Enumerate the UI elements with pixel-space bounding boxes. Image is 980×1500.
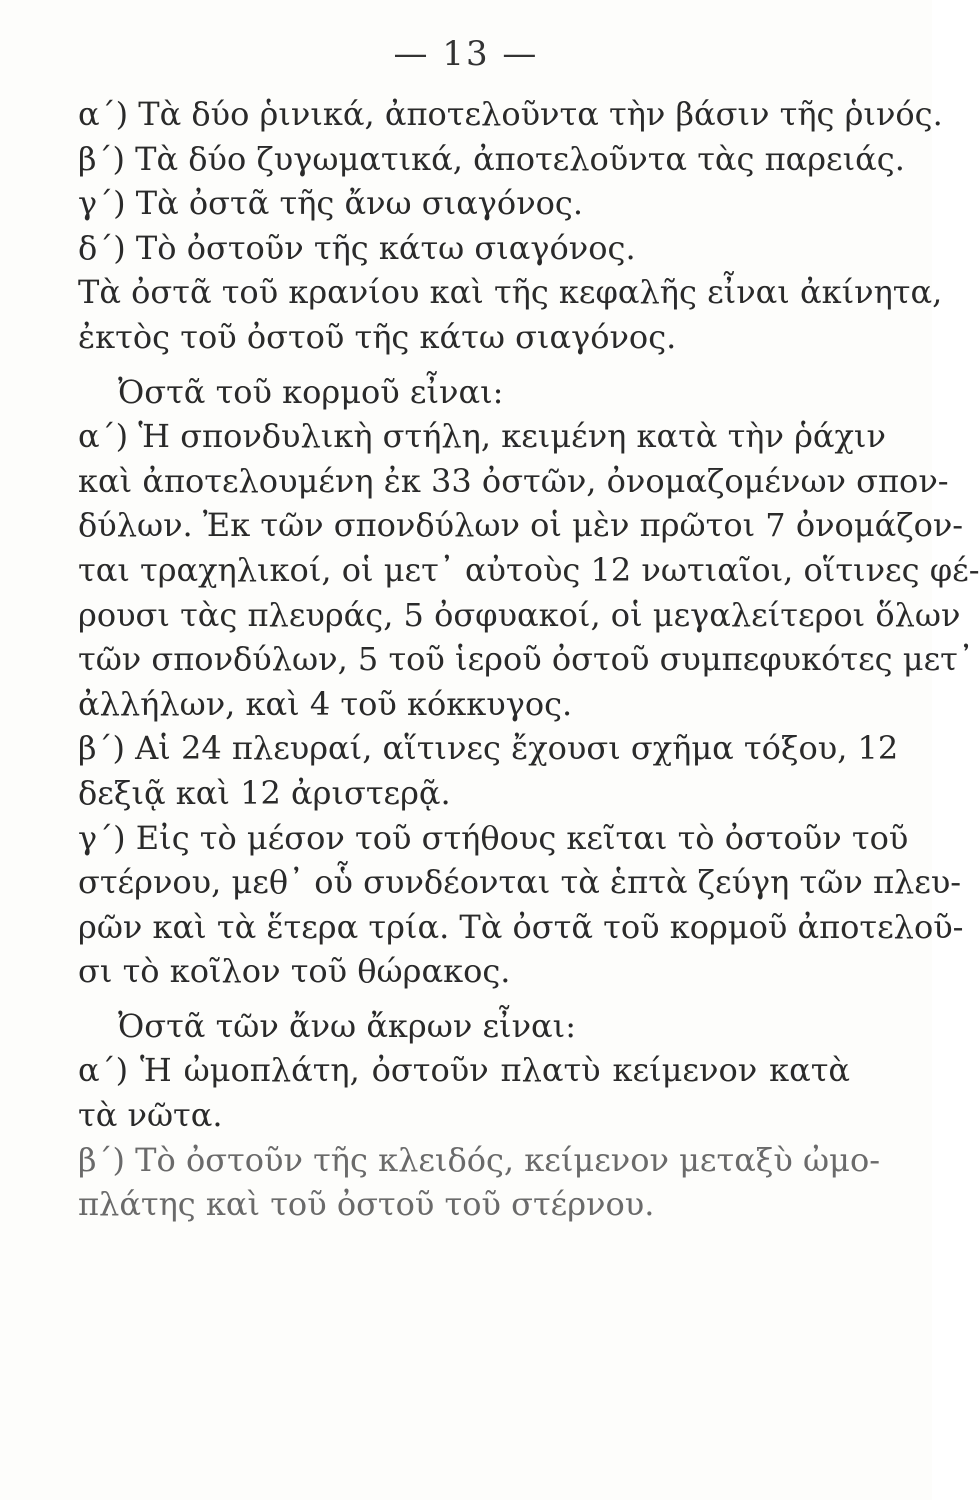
text-line: β΄) Αἱ 24 πλευραί, αἵτινες ἔχουσι σχῆμα τόξου, 12 <box>78 729 899 768</box>
section-heading: Ὀστᾶ τοῦ κορμοῦ εἶναι: <box>118 372 504 411</box>
text-line: ρῶν καὶ τὰ ἕτερα τρία. Τὰ ὀστᾶ τοῦ κορμοῦ ἀποτελοῦ- <box>78 907 964 946</box>
text-line: τῶν σπονδύλων, 5 τοῦ ἱεροῦ ὀστοῦ συμπεφυκότες μετ᾽ <box>78 640 974 679</box>
text-line: α΄) Ἡ σπονδυλικὴ στήλη, κειμένη κατὰ τὴν ῥάχιν <box>78 417 886 456</box>
page-number: — 13 — <box>393 34 539 74</box>
text-line: ρουσι τὰς πλευράς, 5 ὀσφυακοί, οἱ μεγαλείτεροι ὅλων <box>78 595 961 634</box>
text-line: α΄) Ἡ ὠμοπλάτη, ὀστοῦν πλατὺ κείμενον κατὰ <box>78 1051 850 1090</box>
text-line: ἐκτὸς τοῦ ὀστοῦ τῆς κάτω σιαγόνος. <box>78 317 677 356</box>
text-line: γ΄) Τὰ ὀστᾶ τῆς ἄνω σιαγόνος. <box>78 184 583 223</box>
text-line: α΄) Τὰ δύο ῥινικά, ἀποτελοῦντα τὴν βάσιν τῆς ῥινός. <box>78 95 943 133</box>
text-line: στέρνου, μεθ᾽ οὗ συνδέονται τὰ ἑπτὰ ζεύγη τῶν πλευ- <box>78 863 962 902</box>
section-heading: Ὀστᾶ τῶν ἄνω ἄκρων εἶναι: <box>118 1006 576 1045</box>
text-line: δ΄) Τὸ ὀστοῦν τῆς κάτω σιαγόνος. <box>78 228 636 267</box>
text-line: ἀλλήλων, καὶ 4 τοῦ κόκκυγος. <box>78 684 573 723</box>
text-line: ται τραχηλικοί, οἱ μετ᾽ αὐτοὺς 12 νωτιαῖοι, οἵτινες φέ- <box>78 550 980 589</box>
text-line: τὰ νῶτα. <box>78 1096 223 1135</box>
page-text <box>78 92 980 1227</box>
text-line: δεξιᾷ καὶ 12 ἀριστερᾷ. <box>78 773 451 812</box>
text-line: β΄) Τὸ ὀστοῦν τῆς κλειδός, κείμενον μεταξὺ ὠμο- <box>78 1140 881 1179</box>
text-line: σι τὸ κοῖλον τοῦ θώρακος. <box>78 952 511 991</box>
text-line: β΄) Τὰ δύο ζυγωματικά, ἀποτελοῦντα τὰς παρειάς. <box>78 139 905 178</box>
text-line: δύλων. Ἐκ τῶν σπονδύλων οἱ μὲν πρῶτοι 7 ὀνομάζον- <box>78 506 964 545</box>
text-line: γ΄) Εἰς τὸ μέσον τοῦ στήθους κεῖται τὸ ὀστοῦν τοῦ <box>78 818 909 857</box>
text-line: πλάτης καὶ τοῦ ὀστοῦ τοῦ στέρνου. <box>78 1185 655 1224</box>
text-line: καὶ ἀποτελουμένη ἐκ 33 ὀστῶν, ὀνομαζομένων σπον- <box>78 461 949 500</box>
text-line: Τὰ ὀστᾶ τοῦ κρανίου καὶ τῆς κεφαλῆς εἶναι ἀκίνητα, <box>78 273 943 312</box>
